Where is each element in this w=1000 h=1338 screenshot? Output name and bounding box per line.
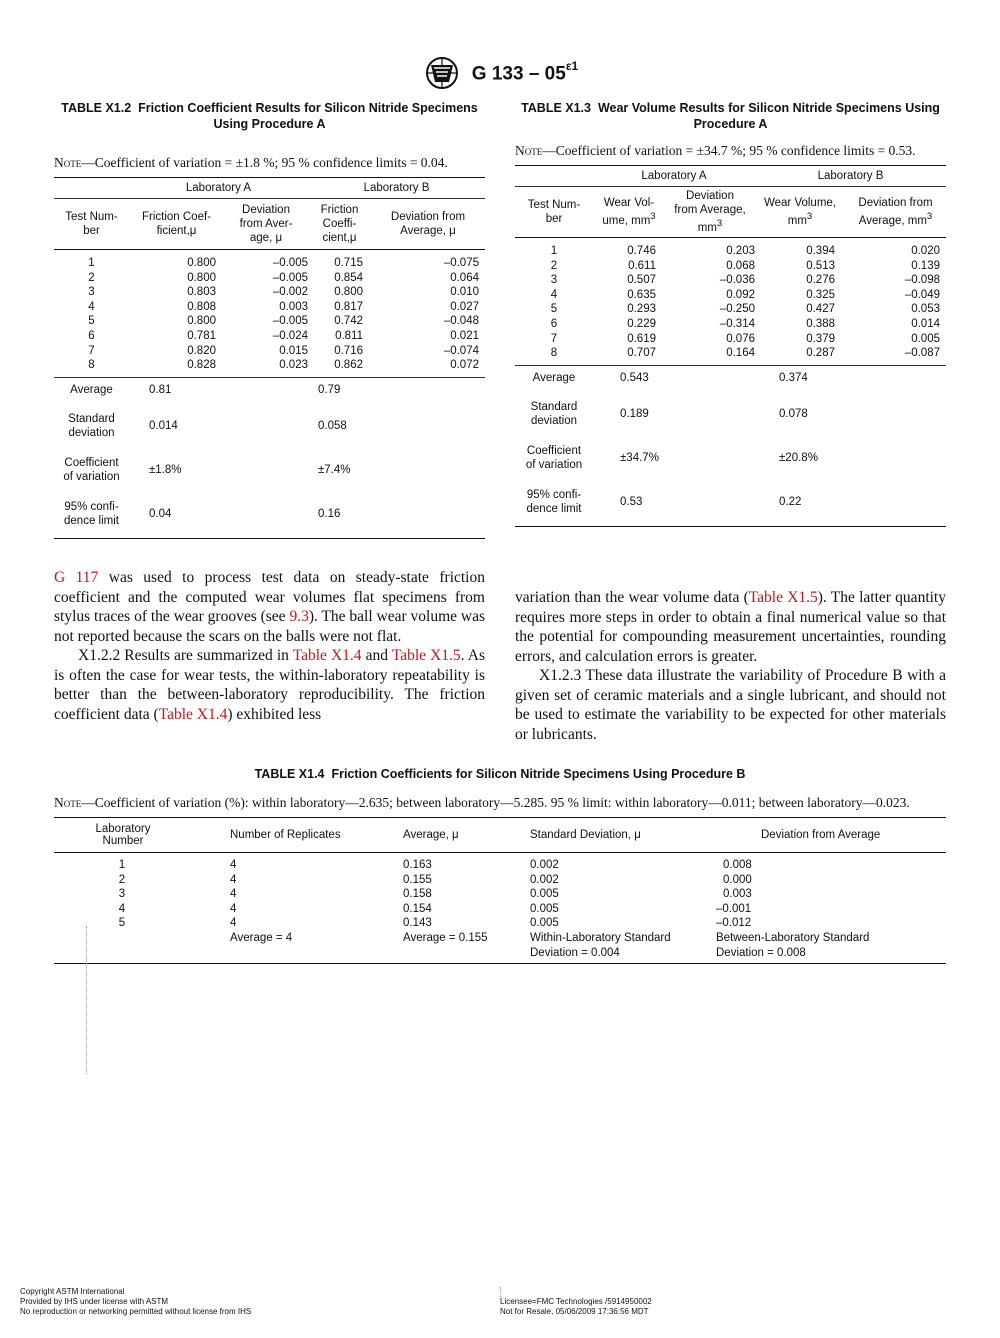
- summary-label: Coefficient of variation: [525, 444, 583, 471]
- table-x13: [515, 165, 946, 527]
- table-cell: 0.064: [450, 271, 479, 284]
- table-cell: 4: [230, 859, 237, 871]
- summary-value-b: ±20.8%: [779, 451, 818, 464]
- table-cell: 0.154: [403, 902, 432, 915]
- summary-label: Standard deviation: [530, 400, 578, 427]
- table-x14-caption: TABLE X1.4 Friction Coefficients for Silicon Nitride Specimens Using Procedure B: [254, 767, 746, 781]
- summary-value-a: ±34.7%: [620, 451, 659, 464]
- table-cell: 0.800: [187, 315, 216, 328]
- table-row: [54, 873, 946, 888]
- table-cell: 0.010: [450, 286, 479, 299]
- summary-value-a: 0.189: [620, 407, 649, 420]
- table-row: [54, 300, 485, 315]
- table-cell: 0.002: [530, 859, 559, 871]
- table-cell: 0.014: [911, 317, 940, 330]
- table-cell: 0.715: [334, 257, 363, 269]
- summary-row: [515, 478, 946, 527]
- table-cell: 0.800: [334, 286, 363, 299]
- table-cell: 3: [550, 274, 558, 287]
- table-cell: 0.021: [450, 329, 479, 342]
- table-cell: 0.072: [371, 358, 485, 377]
- table-cell: 4: [230, 888, 237, 901]
- table-x12: [54, 177, 485, 539]
- table-x12-note: Note—Coefficient of variation = ±1.8 %; 95 % confidence limits = 0.04.: [54, 155, 448, 170]
- table-cell: –0.005: [272, 271, 308, 284]
- table-cell: 0.008: [723, 859, 752, 871]
- cross-reference-link[interactable]: 9.3: [289, 608, 309, 625]
- table-row: [515, 288, 946, 303]
- summary-row: [54, 402, 485, 450]
- table-cell: 0.005: [911, 332, 940, 345]
- text-run: was used to process test data on steady-state friction coefficient and the computed wear volumes flat specimens from stylus traces of the wear grooves (see: [54, 569, 485, 625]
- table-row: [515, 332, 946, 347]
- table-cell: 0.781: [187, 329, 216, 342]
- summary-value-a: 0.543: [620, 371, 649, 384]
- table-cell: 4: [550, 288, 558, 301]
- table-cell: 0.164: [665, 346, 755, 365]
- table-cell: 0.005: [530, 902, 559, 915]
- table-cell: 0.811: [335, 329, 363, 342]
- group-header: Laboratory A: [129, 178, 308, 199]
- summary-row: [54, 450, 485, 490]
- table-cell: 8: [515, 346, 593, 365]
- summary-row: [515, 365, 946, 390]
- table-cell: 0.003: [723, 888, 752, 901]
- table-cell: 3: [88, 286, 95, 299]
- table-cell: 2: [88, 271, 95, 284]
- table-cell: 5: [550, 303, 558, 316]
- table-cell: 7: [550, 332, 558, 345]
- table-cell: –0.074: [443, 344, 479, 357]
- table-cell: 0.076: [726, 332, 755, 345]
- column-header: Deviation from Average, $mm^3$: [665, 187, 755, 238]
- table-cell: 0.020: [911, 245, 940, 257]
- column-header: Wear Vol- ume, $mm^3$: [593, 187, 665, 238]
- table-cell: –0.005: [272, 315, 308, 328]
- table-cell: 0.158: [403, 888, 432, 901]
- table-cell: 1: [88, 257, 95, 269]
- text-run: ). The ball wear volume was not reported because the scars on the balls were not flat.: [54, 608, 485, 645]
- table-cell: 0.325: [806, 288, 835, 301]
- group-header: Laboratory A: [593, 166, 755, 187]
- text-run: ) exhibited less: [227, 705, 322, 723]
- group-header: Laboratory B: [308, 178, 485, 199]
- table-cell: [54, 931, 230, 964]
- table-cell: 0.808: [187, 300, 216, 313]
- group-header: Laboratory B: [755, 166, 946, 187]
- table-cell: 0.002: [530, 873, 559, 886]
- table-row: [54, 358, 485, 377]
- table-x14-note: Note—Coefficient of variation (%): within laboratory—2.635; between laboratory—5.285. 95 % limit: within laboratory—0.011; between laboratory—0.023.: [54, 795, 910, 810]
- text-run: and: [361, 647, 392, 664]
- table-cell: 0.203: [726, 245, 755, 257]
- table-cell: 0.379: [806, 332, 835, 345]
- column-header: Deviation from Aver- age, μ: [224, 199, 308, 250]
- table-row: [54, 329, 485, 344]
- table-cell: –0.002: [272, 286, 308, 299]
- table-cell: –0.314: [719, 317, 755, 330]
- table-cell: 0.027: [450, 300, 479, 313]
- table-cell: 1: [118, 859, 126, 871]
- table-cell: 0.619: [627, 332, 656, 345]
- summary-value-b: 0.79: [318, 383, 341, 396]
- table-row: [54, 916, 946, 931]
- table-cell: 0.005: [530, 888, 559, 901]
- summary-value-a: 0.53: [593, 478, 665, 527]
- summary-value-b: 0.374: [779, 371, 808, 384]
- column-header: Number of Replicates: [230, 818, 403, 853]
- table-row: [54, 285, 485, 300]
- column-header: Deviation from Average: [716, 818, 946, 853]
- table-cell: –0.005: [272, 257, 308, 269]
- table-row: [54, 250, 485, 271]
- summary-value-b: 0.078: [779, 407, 808, 420]
- table-cell: 0.854: [334, 271, 363, 284]
- footer-left: Copyright ASTM International Provided by IHS under license with ASTM No reproduction or networking permitted without license from IHS: [20, 1287, 252, 1316]
- table-cell: 0.800: [187, 257, 216, 269]
- summary-label: Average: [70, 383, 113, 396]
- text-run: X1.2.3 These data illustrate the variability of Procedure B with a given set of ceramic materials and a single lubricant, and should not be used to estimate the variability to be expected for other materials or lubricants.: [515, 667, 946, 743]
- column-header: Friction Coef- ficient,μ: [129, 199, 224, 250]
- table-cell: 0.023: [224, 358, 308, 377]
- table-cell: 5: [88, 315, 95, 328]
- table-cell: 0.092: [726, 288, 755, 301]
- table-cell: 0.293: [627, 303, 656, 316]
- column-header: Deviation from Average, $mm^3$: [845, 187, 946, 238]
- summary-row: [54, 377, 485, 402]
- column-header: Laboratory Number: [54, 818, 230, 853]
- table-cell: 0.000: [723, 873, 752, 886]
- margin-dotted-line: [86, 926, 89, 1074]
- table-row: [54, 314, 485, 329]
- text-run: ). The latter quantity requires more steps in order to obtain a final numerical value so that the potential for compounding measurement uncertainties, rounding errors, and calculation errors is greater.: [515, 589, 946, 665]
- paragraph: [54, 568, 485, 646]
- table-x13-caption: TABLE X1.3 Wear Volume Results for Silicon Nitride Specimens Using Procedure A: [521, 101, 940, 131]
- table-cell: 6: [88, 329, 95, 342]
- table-cell: 0.513: [806, 259, 835, 272]
- footer-right: Licensee=FMC Technologies /5914950002 Not for Resale, 05/06/2009 17:36:56 MDT: [500, 1297, 652, 1316]
- summary-value-b: 0.058: [318, 419, 347, 432]
- page-header: [0, 56, 1000, 90]
- table-cell: 0.394: [806, 245, 835, 257]
- table-cell: 2: [118, 873, 126, 886]
- table-cell: 0.163: [403, 859, 432, 871]
- summary-label: 95% confi- dence limit: [515, 478, 593, 527]
- table-cell: –0.250: [719, 303, 755, 316]
- table-cell: –0.098: [904, 274, 940, 287]
- text-run: variation than the wear volume data (: [515, 589, 749, 606]
- table-cell: –0.087: [845, 346, 946, 365]
- text-run: . As is often the case for wear tests, the within-laboratory repeatability is better than the between-laboratory reproducibility. The friction coefficient data (: [54, 647, 485, 723]
- summary-value-a: 0.014: [149, 419, 178, 432]
- column-header: Standard Deviation, μ: [530, 818, 716, 853]
- table-cell: 0.276: [806, 274, 835, 287]
- summary-row: [515, 390, 946, 438]
- table-cell: 7: [88, 344, 95, 357]
- body-text-left: [54, 568, 485, 724]
- column-header: Test Num- ber: [515, 187, 593, 238]
- table-cell: 0.828: [129, 358, 224, 377]
- table-cell: 0.139: [911, 259, 940, 272]
- table-cell: 0.862: [308, 358, 371, 377]
- table-cell: 0.507: [627, 274, 656, 287]
- table-cell: 0.817: [334, 300, 363, 313]
- paragraph: [515, 588, 946, 666]
- table-row: [515, 273, 946, 288]
- cross-reference-link[interactable]: G 117: [54, 569, 99, 586]
- cross-reference-link[interactable]: Table X1.5: [391, 647, 461, 664]
- summary-value-a: ±1.8%: [149, 463, 182, 476]
- table-cell: 0.427: [806, 303, 835, 316]
- summary-label: 95% confi- dence limit: [54, 490, 129, 539]
- summary-row: [515, 438, 946, 478]
- table-cell: 0.742: [334, 315, 363, 328]
- table-row: [54, 853, 946, 873]
- paragraph-x1-2-2: [54, 646, 485, 724]
- table-cell: 0.707: [593, 346, 665, 365]
- summary-label: Average: [532, 371, 576, 384]
- cross-reference-link[interactable]: Table X1.4: [292, 647, 362, 664]
- table-cell: –0.075: [443, 257, 479, 269]
- table-cell: 4: [230, 917, 237, 930]
- table-row: [54, 271, 485, 286]
- table-cell: 4: [230, 902, 237, 915]
- table-cell: 8: [54, 358, 129, 377]
- table-cell: 4: [88, 300, 95, 313]
- table-cell: 2: [550, 259, 558, 272]
- table-cell: 0.800: [187, 271, 216, 284]
- table-cell: –0.036: [719, 274, 755, 287]
- table-cell: 0.005: [530, 917, 559, 930]
- table-cell: Within-Laboratory Standard Deviation = 0.004: [530, 931, 716, 964]
- table-cell: –0.001: [716, 902, 752, 915]
- table-cell: Average = 0.155: [403, 931, 530, 964]
- table-cell: 0.388: [806, 317, 835, 330]
- table-cell: 0.803: [187, 286, 216, 299]
- table-cell: Average = 4: [230, 931, 403, 964]
- table-cell: Between-Laboratory Standard Deviation = 0.008: [716, 931, 946, 964]
- table-row: [515, 238, 946, 259]
- summary-value-a: 0.04: [129, 490, 224, 539]
- summary-label: Standard deviation: [68, 412, 115, 439]
- table-row: [515, 317, 946, 332]
- astm-logo-icon: [422, 56, 462, 90]
- summary-row: [54, 490, 485, 539]
- table-cell: 4: [118, 902, 126, 915]
- table-cell: 0.820: [187, 344, 216, 357]
- table-row: [54, 344, 485, 359]
- table-cell: –0.048: [443, 315, 479, 328]
- table-cell: –0.024: [272, 329, 308, 342]
- table-x14-block: [54, 766, 946, 964]
- right-column: [515, 100, 946, 527]
- cross-reference-link[interactable]: Table X1.4: [158, 705, 228, 723]
- column-header: Average, μ: [403, 818, 530, 853]
- summary-value-b: 0.22: [755, 478, 845, 527]
- left-column: [54, 100, 485, 539]
- summary-value-b: ±7.4%: [318, 463, 351, 476]
- table-row: [54, 902, 946, 917]
- table-cell: 4: [230, 873, 237, 886]
- table-cell: 0.143: [403, 917, 432, 930]
- table-cell: 0.068: [726, 259, 755, 272]
- table-x12-caption: TABLE X1.2 Friction Coefficient Results for Silicon Nitride Specimens Using Procedure A: [61, 101, 478, 131]
- table-cell: 0.015: [279, 344, 308, 357]
- table-cell: 6: [550, 317, 558, 330]
- table-row-summary: [54, 931, 946, 964]
- table-cell: 0.229: [627, 317, 656, 330]
- table-x13-note: Note—Coefficient of variation = ±34.7 %; 95 % confidence limits = 0.53.: [515, 143, 916, 158]
- table-row: [515, 346, 946, 365]
- table-cell: –0.049: [904, 288, 940, 301]
- table-cell: 0.003: [279, 300, 308, 313]
- table-cell: 0.746: [627, 245, 656, 257]
- table-cell: 1: [550, 245, 558, 257]
- text-run: X1.2.2 Results are summarized in: [78, 647, 293, 664]
- table-cell: 0.155: [403, 873, 432, 886]
- table-cell: 0.635: [627, 288, 656, 301]
- table-x14: [54, 817, 946, 964]
- summary-value-a: 0.81: [149, 383, 172, 396]
- table-cell: 0.287: [755, 346, 845, 365]
- table-cell: –0.012: [716, 917, 752, 930]
- table-row: [54, 887, 946, 902]
- table-cell: 0.053: [911, 303, 940, 316]
- column-header: Wear Volume, $mm^3$: [755, 187, 845, 238]
- paragraph-x1-2-3: [515, 666, 946, 744]
- summary-value-b: 0.16: [308, 490, 371, 539]
- table-cell: 3: [118, 888, 126, 901]
- cross-reference-link[interactable]: Table X1.5: [748, 589, 818, 606]
- summary-label: Coefficient of variation: [63, 456, 120, 483]
- table-row: [515, 302, 946, 317]
- document-designation: G $133 - 05^{\varepsilon 1}$: [471, 58, 579, 85]
- column-header: Test Num- ber: [54, 199, 129, 250]
- column-header: Deviation from Average, μ: [371, 199, 485, 250]
- column-header: Friction Coeffi- cient,μ: [308, 199, 371, 250]
- body-text-right: [515, 588, 946, 744]
- table-cell: 0.716: [334, 344, 363, 357]
- table-row: [515, 259, 946, 274]
- table-cell: 0.611: [628, 259, 656, 272]
- table-cell: 5: [118, 917, 126, 930]
